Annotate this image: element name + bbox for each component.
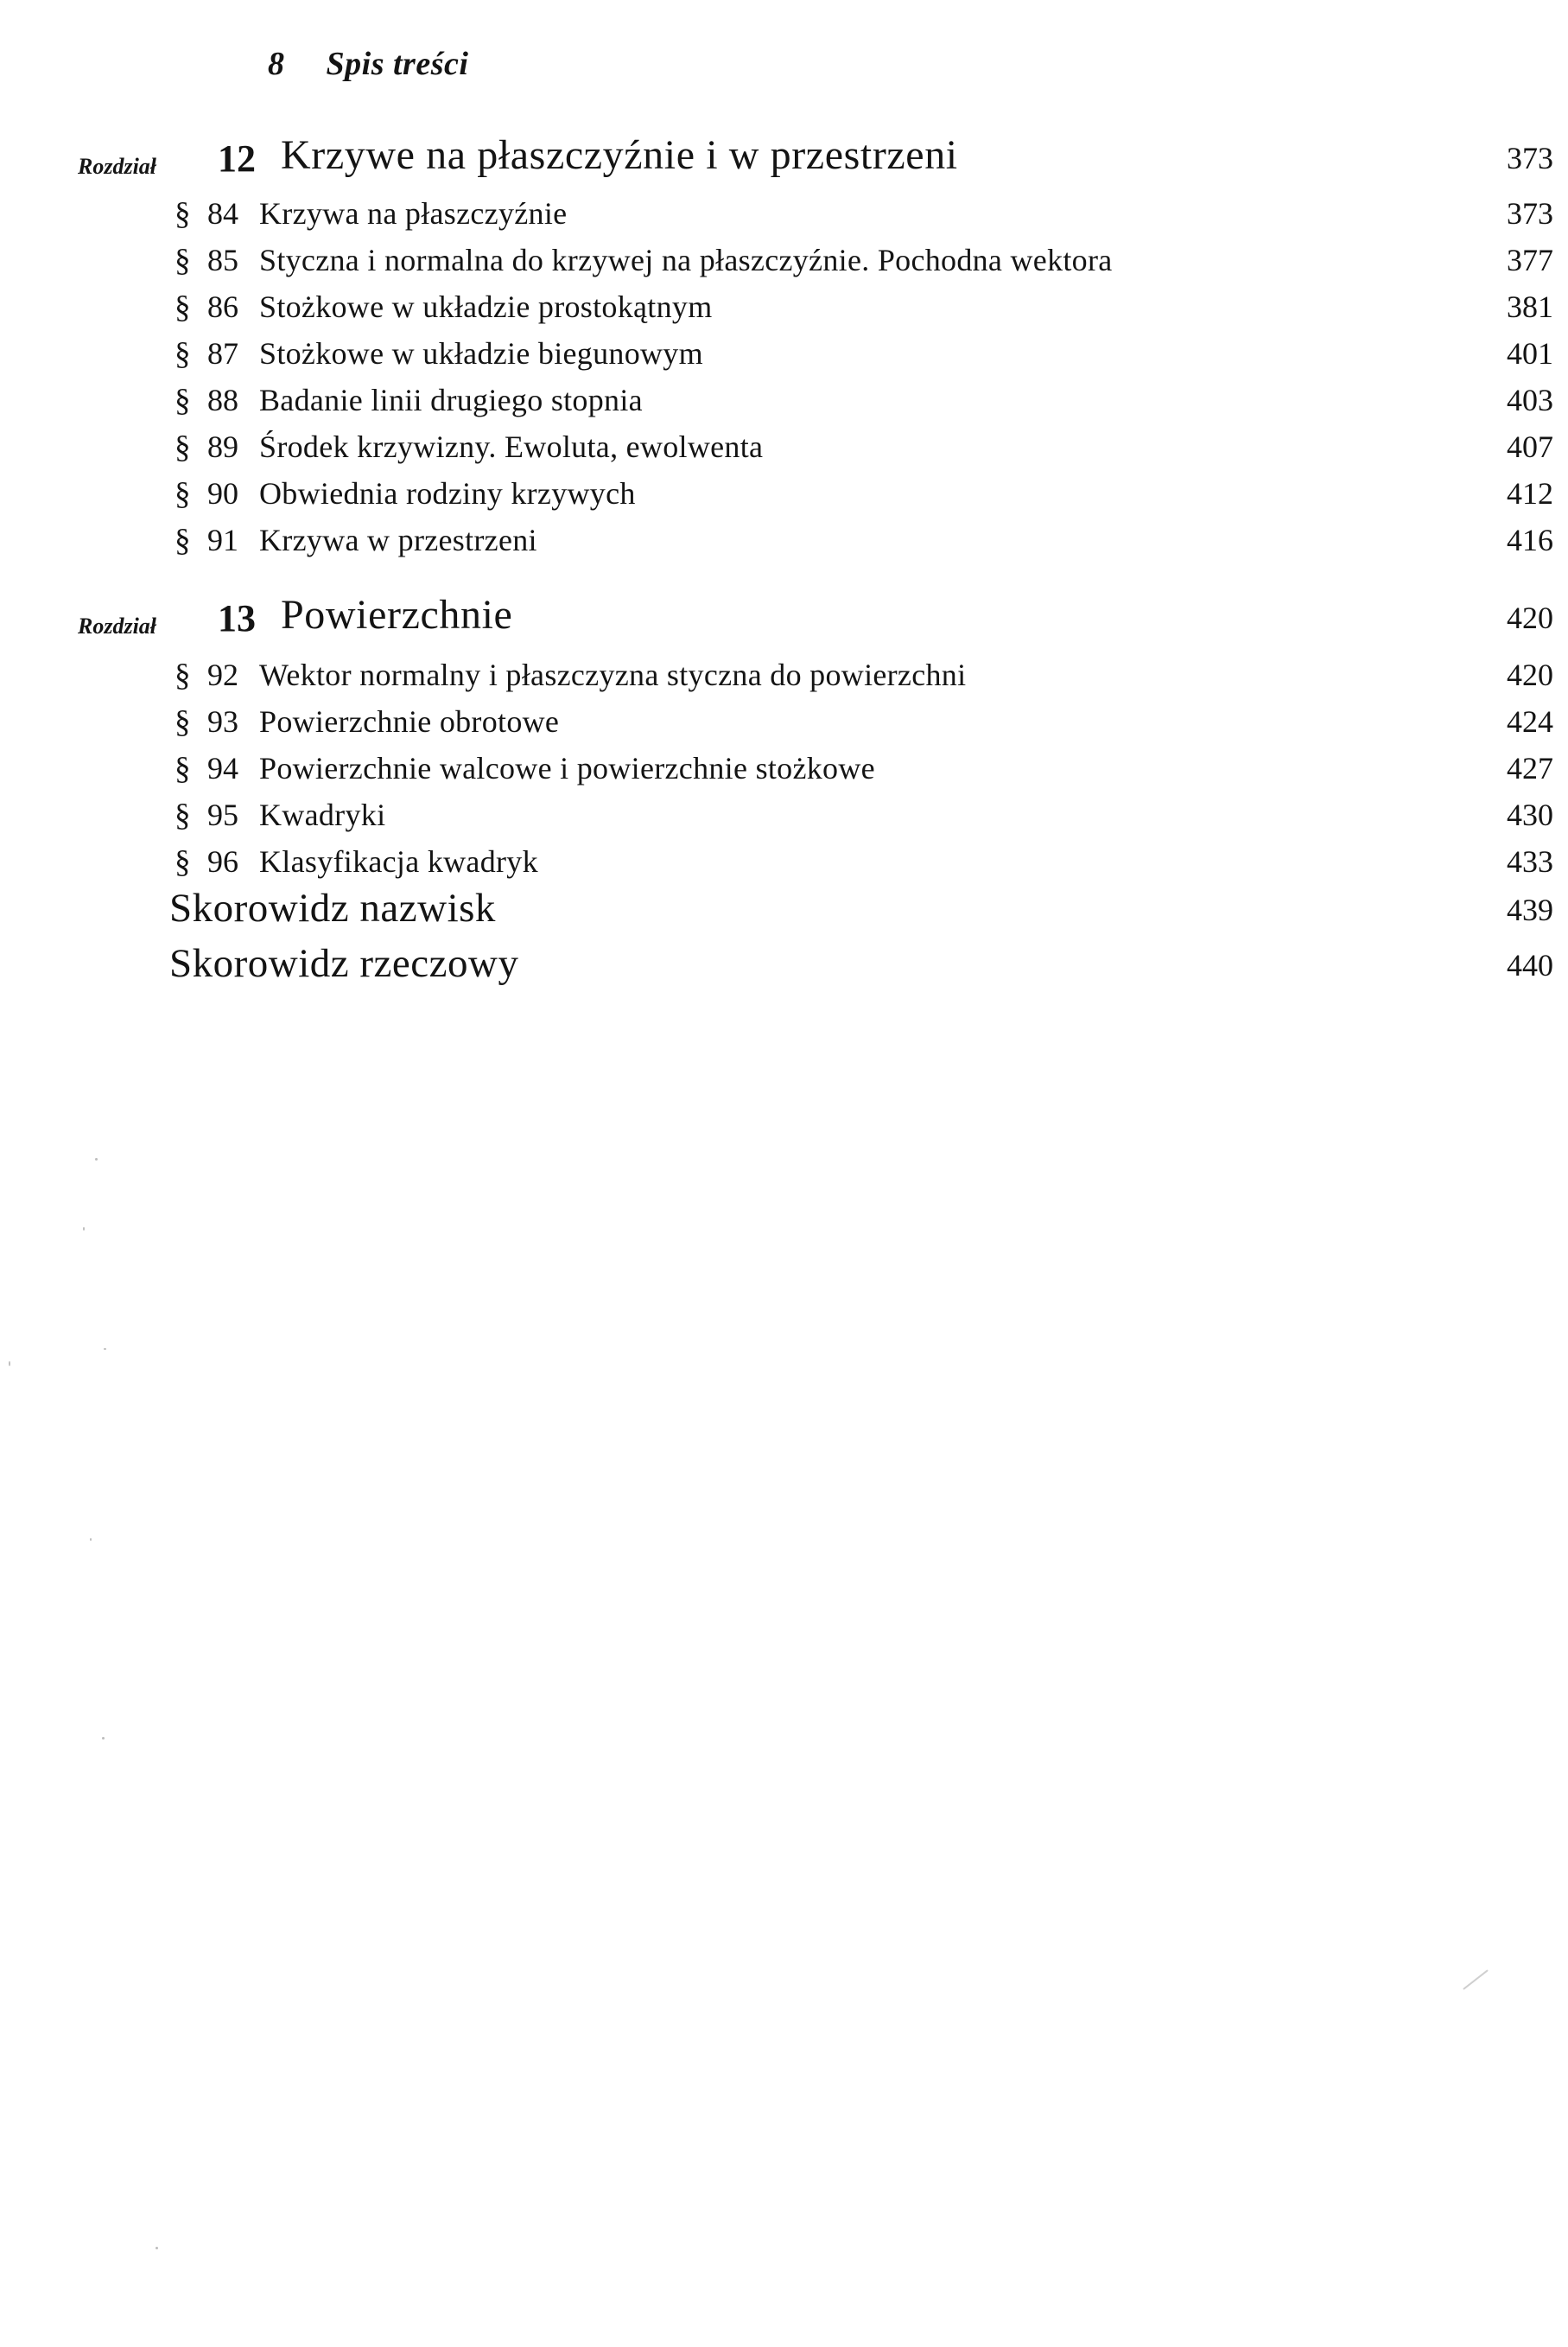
chapter-label: Rozdział	[78, 614, 157, 639]
section-title: Styczna i normalna do krzywej na płaszczyźnie. Pochodna wektora	[259, 243, 1113, 277]
section-page: 403	[1507, 383, 1553, 417]
running-head	[268, 45, 468, 83]
section-title: Krzywa w przestrzeni	[259, 523, 537, 557]
section-page: 433	[1507, 844, 1553, 879]
section-number: 89	[207, 429, 238, 464]
section-mark: §	[175, 476, 191, 512]
section-page: 377	[1507, 243, 1553, 277]
section-number: 90	[207, 476, 238, 511]
section-mark: §	[175, 383, 191, 418]
section-number: 92	[207, 658, 238, 692]
section-mark: §	[175, 844, 191, 880]
scan-speck	[156, 2247, 158, 2249]
section-page: 373	[1507, 196, 1553, 231]
section-title: Obwiednia rodziny krzywych	[259, 476, 636, 511]
section-mark: §	[175, 289, 191, 325]
section-number: 91	[207, 523, 238, 557]
section-mark: §	[175, 196, 191, 232]
chapter-number: 12	[218, 137, 256, 180]
scan-speck	[1463, 1969, 1489, 1990]
section-page: 416	[1507, 523, 1553, 557]
section-mark: §	[175, 658, 191, 693]
chapter-page: 420	[1507, 601, 1553, 635]
section-title: Stożkowe w układzie prostokątnym	[259, 289, 713, 324]
section-page: 412	[1507, 476, 1553, 511]
index-title: Skorowidz nazwisk	[169, 886, 496, 931]
section-mark: §	[175, 704, 191, 740]
section-title: Środek krzywizny. Ewoluta, ewolwenta	[259, 429, 764, 464]
section-number: 87	[207, 336, 238, 371]
scan-speck	[83, 1227, 85, 1231]
page-number: 8	[268, 46, 285, 82]
section-number: 86	[207, 289, 238, 324]
section-number: 94	[207, 751, 238, 786]
chapter-title: Krzywe na płaszczyźnie i w przestrzeni	[281, 132, 958, 178]
section-number: 95	[207, 798, 238, 832]
section-title: Klasyfikacja kwadryk	[259, 844, 538, 879]
section-title: Stożkowe w układzie biegunowym	[259, 336, 703, 371]
section-page: 381	[1507, 289, 1553, 324]
section-page: 407	[1507, 429, 1553, 464]
index-page: 439	[1507, 893, 1553, 927]
section-page: 420	[1507, 658, 1553, 692]
section-title: Powierzchnie walcowe i powierzchnie stożkowe	[259, 751, 875, 786]
section-mark: §	[175, 751, 191, 786]
section-number: 85	[207, 243, 238, 277]
section-page: 424	[1507, 704, 1553, 739]
chapter-title: Powierzchnie	[281, 592, 513, 638]
section-title: Badanie linii drugiego stopnia	[259, 383, 643, 417]
section-mark: §	[175, 429, 191, 465]
chapter-label: Rozdział	[78, 154, 157, 179]
section-number: 84	[207, 196, 238, 231]
section-title: Wektor normalny i płaszczyzna styczna do powierzchni	[259, 658, 967, 692]
running-title: Spis treści	[326, 46, 469, 82]
section-title: Kwadryki	[259, 798, 386, 832]
scan-speck	[104, 1348, 106, 1350]
section-mark: §	[175, 523, 191, 558]
chapter-page: 373	[1507, 141, 1553, 175]
scan-speck	[90, 1538, 92, 1541]
index-page: 440	[1507, 948, 1553, 983]
section-title: Powierzchnie obrotowe	[259, 704, 560, 739]
section-mark: §	[175, 243, 191, 278]
scan-speck	[102, 1737, 105, 1740]
chapter-number: 13	[218, 597, 256, 639]
index-title: Skorowidz rzeczowy	[169, 941, 519, 986]
section-page: 430	[1507, 798, 1553, 832]
section-number: 96	[207, 844, 238, 879]
scan-speck	[95, 1158, 98, 1161]
section-page: 401	[1507, 336, 1553, 371]
scan-speck	[9, 1361, 10, 1366]
section-number: 88	[207, 383, 238, 417]
section-page: 427	[1507, 751, 1553, 786]
section-mark: §	[175, 336, 191, 372]
section-mark: §	[175, 798, 191, 833]
section-number: 93	[207, 704, 238, 739]
section-title: Krzywa na płaszczyźnie	[259, 196, 568, 231]
